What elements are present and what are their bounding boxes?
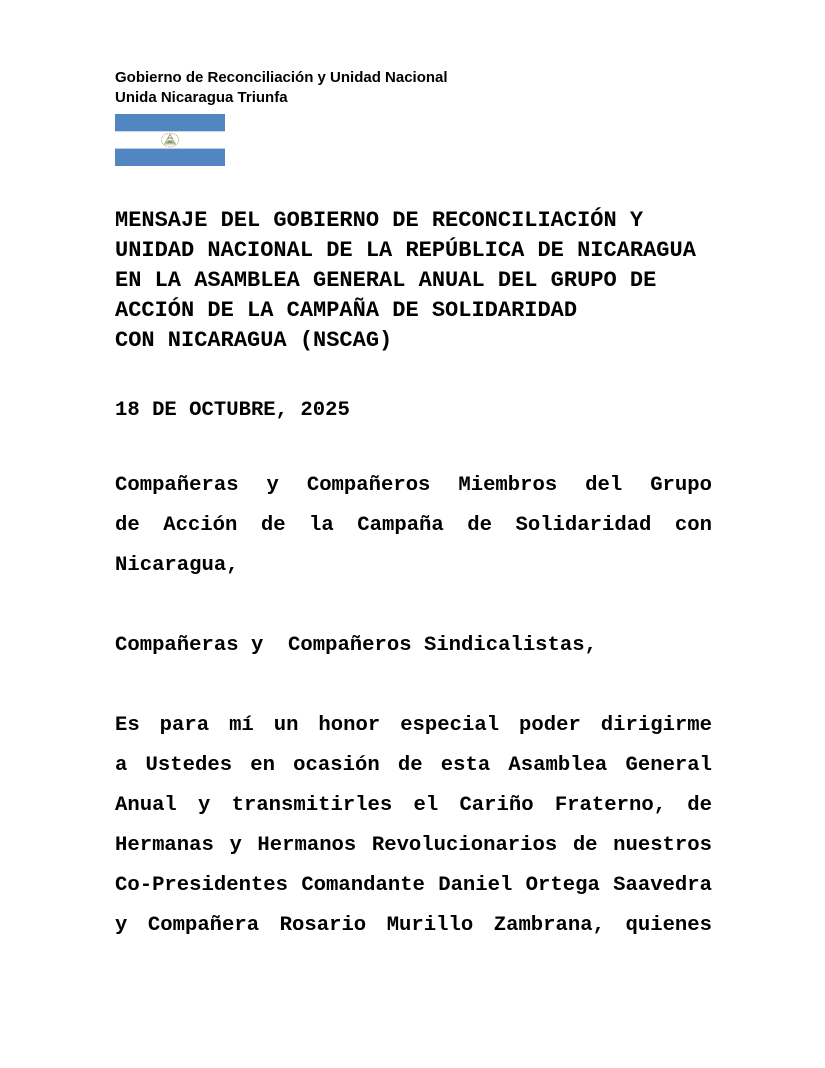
text-line: a Ustedes en ocasión de esta Asamblea General	[115, 754, 712, 777]
letterhead	[115, 68, 712, 108]
document-date: 18 DE OCTUBRE, 2025	[115, 399, 350, 422]
text-line: Compañeras y Compañeros Miembros del Grupo	[115, 474, 712, 497]
text-line: y Compañera Rosario Murillo Zambrana, quienes	[115, 914, 712, 937]
text-line: de Acción de la Campaña de Solidaridad con	[115, 514, 712, 537]
paragraph	[115, 626, 712, 666]
title-line: ACCIÓN DE LA CAMPAÑA DE SOLIDARIDAD	[115, 298, 578, 323]
document-title	[115, 206, 712, 356]
title-line: MENSAJE DEL GOBIERNO DE RECONCILIACIÓN Y	[115, 208, 644, 233]
flag-bottom-stripe	[115, 149, 225, 166]
text-line: Nicaragua,	[115, 554, 239, 577]
letterhead-line-2: Unida Nicaragua Triunfa	[115, 89, 288, 106]
text-line: Anual y transmitirles el Cariño Fraterno, de	[115, 794, 712, 817]
text-line: Compañeras y Compañeros Sindicalistas,	[115, 634, 597, 657]
text-line: Co-Presidentes Comandante Daniel Ortega Saavedra	[115, 874, 712, 897]
paragraphs	[115, 466, 712, 946]
paragraph	[115, 706, 712, 946]
flag-top-stripe	[115, 114, 225, 131]
letterhead-line-1: Gobierno de Reconciliación y Unidad Nacional	[115, 69, 448, 86]
nicaragua-flag-icon	[115, 114, 225, 166]
text-line: Hermanas y Hermanos Revolucionarios de nuestros	[115, 834, 712, 857]
title-line: CON NICARAGUA (NSCAG)	[115, 328, 393, 353]
nicaragua-flag-image	[115, 114, 225, 166]
title-line: EN LA ASAMBLEA GENERAL ANUAL DEL GRUPO DE	[115, 268, 657, 293]
title-line: UNIDAD NACIONAL DE LA REPÚBLICA DE NICARAGUA	[115, 238, 696, 263]
paragraph	[115, 466, 712, 586]
text-line: Es para mí un honor especial poder dirigirme	[115, 714, 712, 737]
